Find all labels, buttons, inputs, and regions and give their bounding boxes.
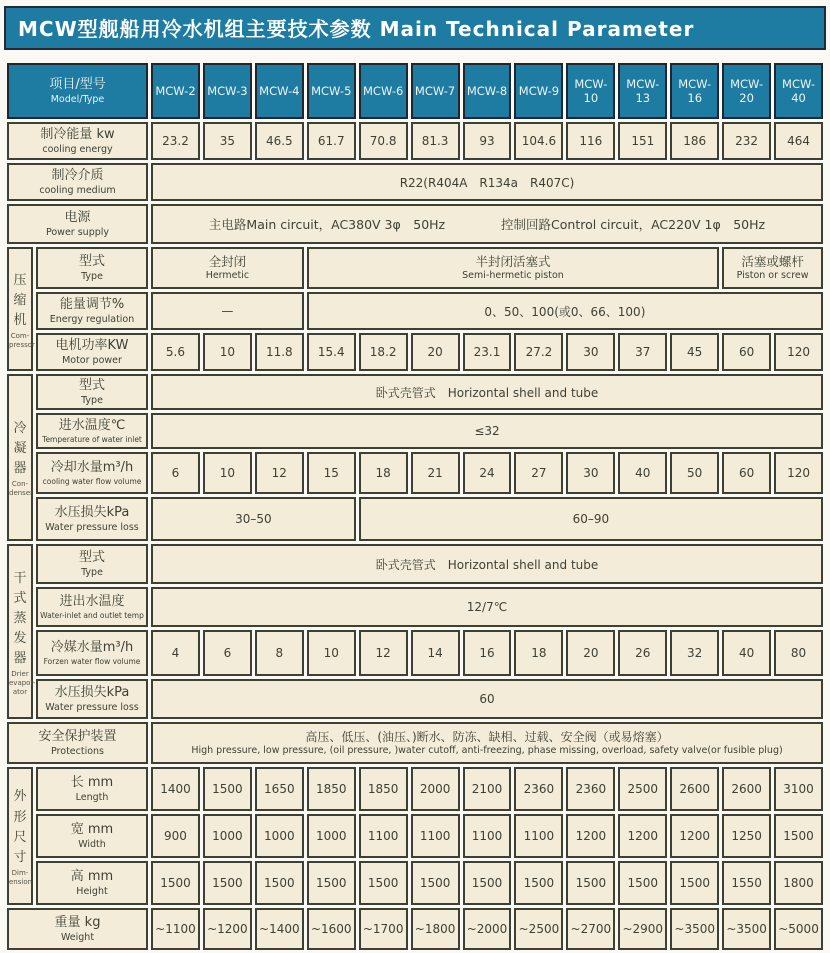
value-cell: ~2000 (463, 908, 512, 950)
value-cell: 26 (618, 630, 667, 676)
row-label-inlet-temp (36, 413, 148, 449)
model-header-cell: MCW-6 (359, 63, 408, 119)
label-zh: 型式 (79, 377, 106, 393)
value-cell: 2500 (618, 767, 667, 811)
row-inout-temp (7, 587, 823, 627)
label-en: Energy regulation (49, 313, 135, 325)
value-cell: 1000 (203, 814, 252, 858)
section-zh: 外形尺寸 (13, 789, 27, 865)
section-en: evapor- (9, 678, 36, 687)
label-en: Protections (51, 745, 105, 757)
value-cell: 10 (203, 452, 252, 494)
row-power-supply (7, 204, 823, 244)
label-en: Motor power (62, 354, 122, 366)
page-title: MCW型舰船用冷水机组主要技术参数 Main Technical Parameter (18, 17, 695, 41)
value-cell: 1500 (151, 861, 200, 905)
label-zh: 重量 kg (54, 914, 101, 930)
value-cell: 3100 (774, 767, 823, 811)
label-zh: 安全保护装置 (38, 728, 117, 744)
value-cell: 116 (566, 122, 615, 160)
value-cell: 2600 (722, 767, 771, 811)
value-cell: 80 (774, 630, 823, 676)
label-zh: 水压损失kPa (54, 684, 130, 700)
row-cooling-water-flow (7, 452, 823, 494)
row-label-compressor-type (36, 247, 148, 289)
value-cell: 32 (670, 630, 719, 676)
value-cell: 10 (203, 333, 252, 371)
pressure-loss-high: 60–90 (359, 497, 823, 541)
label-zh: 冷媒水量m³/h (50, 640, 134, 656)
model-header-cell: MCW-20 (722, 63, 771, 119)
value-cell: ~1600 (307, 908, 356, 950)
row-protections (7, 722, 823, 764)
label-en: Water pressure loss (45, 521, 139, 533)
cooling-medium-value: R22(R404A R134a R407C) (151, 163, 823, 201)
value-cell: ~1800 (411, 908, 460, 950)
row-frozen-water-flow (7, 630, 823, 676)
value-cell: 1000 (255, 814, 304, 858)
value-cell: 900 (151, 814, 200, 858)
condenser-type-value: 卧式壳管式 Horizontal shell and tube (151, 374, 823, 410)
section-en: Com- (10, 331, 30, 340)
value-cell: 1500 (566, 861, 615, 905)
compressor-type-piston-screw: 活塞或螺杆 Piston or screw (722, 247, 823, 289)
model-header-cell: MCW-4 (255, 63, 304, 119)
label-en: Water pressure loss (45, 701, 139, 713)
row-cooling-energy (7, 122, 823, 160)
label-zh: 高 mm (70, 868, 114, 884)
value-cell: 24 (463, 452, 512, 494)
model-header-cell: MCW-3 (203, 63, 252, 119)
value-cell: 1800 (774, 861, 823, 905)
value-cell: 1500 (774, 814, 823, 858)
row-length (7, 767, 823, 811)
value-cell: 14 (411, 630, 460, 676)
inout-temp-value: 12/7℃ (151, 587, 823, 627)
row-label-cooling-medium (7, 163, 148, 201)
value-cell: 1850 (359, 767, 408, 811)
value-cell: 1500 (307, 861, 356, 905)
value-cell: ~3500 (670, 908, 719, 950)
value-cell: 81.3 (411, 122, 460, 160)
row-label-weight (7, 908, 148, 950)
energy-regulation-range: 0、50、100(或0、66、100) (307, 292, 823, 330)
value-cell: ~1200 (203, 908, 252, 950)
model-header-cell: MCW-10 (566, 63, 615, 119)
value-cell: 2600 (670, 767, 719, 811)
label-zh: 制冷介质 (51, 167, 104, 183)
value-cell: 1250 (722, 814, 771, 858)
row-label-frozen-water-flow (36, 630, 148, 676)
value-cell: 11.8 (255, 333, 304, 371)
row-label-motor-power (36, 333, 148, 371)
value-cell: ~1100 (151, 908, 200, 950)
label-zh: 进水温度℃ (58, 418, 126, 434)
label-zh: 型式 (79, 253, 106, 269)
value-cell: 12 (255, 452, 304, 494)
inlet-temp-value: ≤32 (151, 413, 823, 449)
row-label-power-supply (7, 204, 148, 244)
value-cell: 15 (307, 452, 356, 494)
value-cell: 60 (722, 333, 771, 371)
value-cell: 232 (722, 122, 771, 160)
label-zh: 长 mm (70, 774, 114, 790)
evap-pressure-loss-value: 60 (151, 679, 823, 719)
value-cell: 1500 (255, 861, 304, 905)
value-cell: 1200 (566, 814, 615, 858)
evaporator-type-value: 卧式壳管式 Horizontal shell and tube (151, 544, 823, 584)
label-en: Temperature of water inlet (42, 434, 142, 444)
value-cell: 2100 (463, 767, 512, 811)
row-label-width (36, 814, 148, 858)
label-en: Type (81, 270, 103, 282)
model-type-header (7, 63, 148, 119)
row-weight (7, 908, 823, 950)
value-cell: 20 (411, 333, 460, 371)
row-label-inout-temp (36, 587, 148, 627)
model-header-cell: MCW-13 (618, 63, 667, 119)
value-cell: 40 (722, 630, 771, 676)
value-cell: 1550 (722, 861, 771, 905)
label-en: cooling medium (39, 184, 116, 196)
compressor-type-hermetic: 全封闭 Hermetic (151, 247, 304, 289)
value-cell: 23.1 (463, 333, 512, 371)
value-cell: ~2700 (566, 908, 615, 950)
label-en: Type (81, 394, 103, 406)
row-label-condenser-type (36, 374, 148, 410)
value-cell: 104.6 (514, 122, 563, 160)
value-cell: 1500 (203, 767, 252, 811)
label-zh: 制冷能量 kw (40, 126, 115, 142)
section-en: ension (9, 877, 33, 886)
model-header-cell: MCW-8 (463, 63, 512, 119)
label-zh: 进出水温度 (59, 594, 125, 610)
value-cell: 5.6 (151, 333, 200, 371)
control-circuit-value: 控制回路Control circuit，AC220V 1φ 50Hz (501, 217, 766, 232)
value-cell: 6 (151, 452, 200, 494)
value-cell: 61.7 (307, 122, 356, 160)
power-supply-value (151, 204, 823, 244)
value-cell: 1500 (411, 861, 460, 905)
value-cell: ~2500 (514, 908, 563, 950)
row-width (7, 814, 823, 858)
value-cell: 2000 (411, 767, 460, 811)
row-label-protections (7, 722, 148, 764)
value-cell: 45 (670, 333, 719, 371)
value-cell: 16 (463, 630, 512, 676)
value-cell: 21 (411, 452, 460, 494)
protections-value: 高压、低压、(油压、)断水、防冻、缺相、过载、安全阀（或易熔塞） High pressure, low pressure, (oil pressure, )water cutoff, anti-freezing, phase missing, overload, safety valve(or fusible plug) (151, 722, 823, 764)
row-motor-power (7, 333, 823, 371)
row-label-evaporator-pressure-loss (36, 679, 148, 719)
value-cell: 186 (670, 122, 719, 160)
value-cell: 20 (566, 630, 615, 676)
row-condenser-pressure-loss (7, 497, 823, 541)
row-condenser-type (7, 374, 823, 410)
value-cell: 37 (618, 333, 667, 371)
section-label-condenser (7, 374, 33, 541)
row-compressor-type (7, 247, 823, 289)
main-circuit-value: 主电路Main circuit，AC380V 3φ 50Hz (208, 217, 446, 232)
compressor-type-semi-hermetic: 半封闭活塞式 Semi-hermetic piston (307, 247, 719, 289)
value-cell: 10 (307, 630, 356, 676)
value-cell: 1500 (618, 861, 667, 905)
value-cell: 1100 (411, 814, 460, 858)
label-zh: 冷却水量m³/h (50, 460, 134, 476)
value-cell: 6 (203, 630, 252, 676)
value-cell: 4 (151, 630, 200, 676)
section-en: Con- (11, 480, 29, 489)
row-evaporator-type (7, 544, 823, 584)
label-zh: 水压损失kPa (54, 504, 130, 520)
value-cell: ~5000 (774, 908, 823, 950)
label-en: Length (75, 791, 109, 803)
value-cell: 151 (618, 122, 667, 160)
title-bar (4, 6, 826, 50)
label-zh: 电源 (64, 209, 91, 225)
section-zh: 压缩机 (13, 272, 27, 328)
label-en: cooling energy (42, 143, 113, 155)
value-cell: 70.8 (359, 122, 408, 160)
row-energy-regulation (7, 292, 823, 330)
value-cell: 1100 (359, 814, 408, 858)
value-cell: 464 (774, 122, 823, 160)
value-cell: 8 (255, 630, 304, 676)
row-cooling-medium (7, 163, 823, 201)
value-cell: 120 (774, 452, 823, 494)
value-cell: 46.5 (255, 122, 304, 160)
value-cell: 2360 (566, 767, 615, 811)
label-en: Width (78, 838, 106, 850)
value-cell: ~1700 (359, 908, 408, 950)
section-label-compressor (7, 247, 33, 371)
value-cell: 1500 (359, 861, 408, 905)
value-cell: ~2900 (618, 908, 667, 950)
model-header-cell: MCW-5 (307, 63, 356, 119)
value-cell: 23.2 (151, 122, 200, 160)
spec-table (4, 60, 826, 953)
label-en: cooling water flow volume (42, 476, 142, 486)
label-zh: 宽 mm (70, 821, 114, 837)
section-en: ator (12, 687, 28, 696)
pressure-loss-low: 30–50 (151, 497, 356, 541)
row-label-cooling-water-flow (36, 452, 148, 494)
row-label-cooling-energy (7, 122, 148, 160)
value-cell: 18 (514, 630, 563, 676)
value-cell: 30 (566, 452, 615, 494)
value-cell: 27 (514, 452, 563, 494)
section-en: pressor (9, 340, 35, 349)
value-cell: 1850 (307, 767, 356, 811)
energy-regulation-none: — (151, 292, 304, 330)
value-cell: 27.2 (514, 333, 563, 371)
label-zh: 型式 (79, 549, 106, 565)
value-cell: 35 (203, 122, 252, 160)
value-cell: ~1400 (255, 908, 304, 950)
model-header-cell: MCW-9 (514, 63, 563, 119)
section-zh: 冷凝器 (13, 421, 27, 477)
row-height (7, 861, 823, 905)
value-cell: 1650 (255, 767, 304, 811)
value-cell: 1200 (618, 814, 667, 858)
value-cell: 120 (774, 333, 823, 371)
value-cell: 1400 (151, 767, 200, 811)
model-type-en: Model/Type (50, 93, 105, 105)
value-cell: 18 (359, 452, 408, 494)
model-header-cell: MCW-7 (411, 63, 460, 119)
row-label-evaporator-type (36, 544, 148, 584)
value-cell: 15.4 (307, 333, 356, 371)
row-label-condenser-pressure-loss (36, 497, 148, 541)
value-cell: 1000 (307, 814, 356, 858)
value-cell: 18.2 (359, 333, 408, 371)
value-cell: 12 (359, 630, 408, 676)
section-en: denser (9, 489, 34, 498)
section-label-dimension (7, 767, 33, 905)
label-en: Weight (60, 931, 95, 943)
row-evaporator-pressure-loss (7, 679, 823, 719)
model-type-zh: 项目/型号 (49, 76, 106, 92)
value-cell: 1500 (514, 861, 563, 905)
label-zh: 能量调节% (59, 296, 125, 312)
label-en: Water-inlet and outlet temp (40, 610, 144, 620)
value-cell: 50 (670, 452, 719, 494)
label-en: Height (76, 885, 108, 897)
model-header-cell: MCW-2 (151, 63, 200, 119)
value-cell: 1200 (670, 814, 719, 858)
value-cell: 2360 (514, 767, 563, 811)
value-cell: 1100 (514, 814, 563, 858)
value-cell: 60 (722, 452, 771, 494)
value-cell: ~3500 (722, 908, 771, 950)
value-cell: 30 (566, 333, 615, 371)
value-cell: 40 (618, 452, 667, 494)
label-en: Type (81, 566, 103, 578)
label-en: Power supply (45, 226, 110, 238)
model-header-cell: MCW-16 (670, 63, 719, 119)
row-label-energy-regulation (36, 292, 148, 330)
value-cell: 1500 (670, 861, 719, 905)
model-header-cell: MCW-40 (774, 63, 823, 119)
label-zh: 电机功率KW (55, 337, 129, 353)
value-cell: 1500 (463, 861, 512, 905)
section-en: Dim- (11, 869, 29, 878)
value-cell: 93 (463, 122, 512, 160)
section-label-evaporator (7, 544, 36, 719)
row-label-length (36, 767, 148, 811)
row-label-height (36, 861, 148, 905)
value-cell: 1100 (463, 814, 512, 858)
value-cell: 1500 (203, 861, 252, 905)
label-en: Forzen water flow volume (43, 656, 141, 666)
section-zh: 干式蒸发器 (13, 570, 27, 667)
section-en: Drier (11, 670, 29, 679)
row-inlet-temp (7, 413, 823, 449)
table-header-row (7, 63, 823, 119)
